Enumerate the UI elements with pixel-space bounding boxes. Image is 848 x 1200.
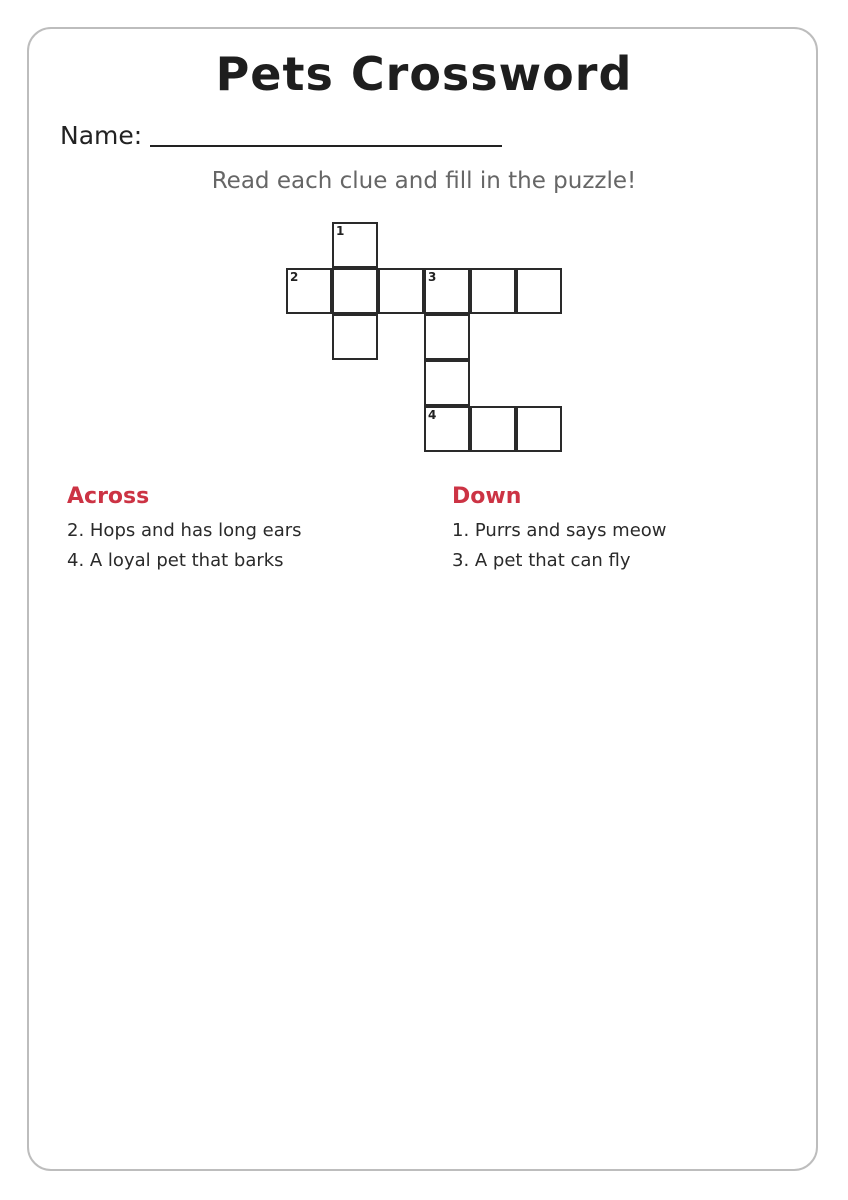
clue-number: 3 [428, 270, 437, 284]
across-clue: 4. A loyal pet that barks [67, 550, 284, 571]
grid-cell[interactable] [378, 268, 424, 314]
grid-cell[interactable] [470, 268, 516, 314]
down-heading: Down [452, 484, 522, 509]
grid-cell[interactable] [424, 406, 470, 452]
clue-number: 1 [336, 224, 345, 238]
grid-cell[interactable] [286, 268, 332, 314]
grid-cell[interactable] [516, 406, 562, 452]
grid-cell[interactable] [332, 268, 378, 314]
crossword-grid [0, 0, 848, 470]
grid-cell[interactable] [424, 268, 470, 314]
clue-number: 4 [428, 408, 437, 422]
across-heading: Across [67, 484, 150, 509]
across-clues [67, 482, 302, 576]
down-clues [452, 482, 667, 576]
down-clue: 1. Purrs and says meow [452, 520, 667, 541]
grid-cell[interactable] [424, 360, 470, 406]
grid-cell[interactable] [470, 406, 516, 452]
clue-number: 2 [290, 270, 299, 284]
down-clue: 3. A pet that can fly [452, 550, 631, 571]
page-title: Pets Crossword [215, 47, 633, 101]
grid-cell[interactable] [332, 222, 378, 268]
grid-cell[interactable] [516, 268, 562, 314]
instructions: Read each clue and fill in the puzzle! [211, 168, 637, 194]
across-clue: 2. Hops and has long ears [67, 520, 302, 541]
grid-cell[interactable] [332, 314, 378, 360]
name-label: Name: [60, 121, 143, 150]
grid-cell[interactable] [424, 314, 470, 360]
